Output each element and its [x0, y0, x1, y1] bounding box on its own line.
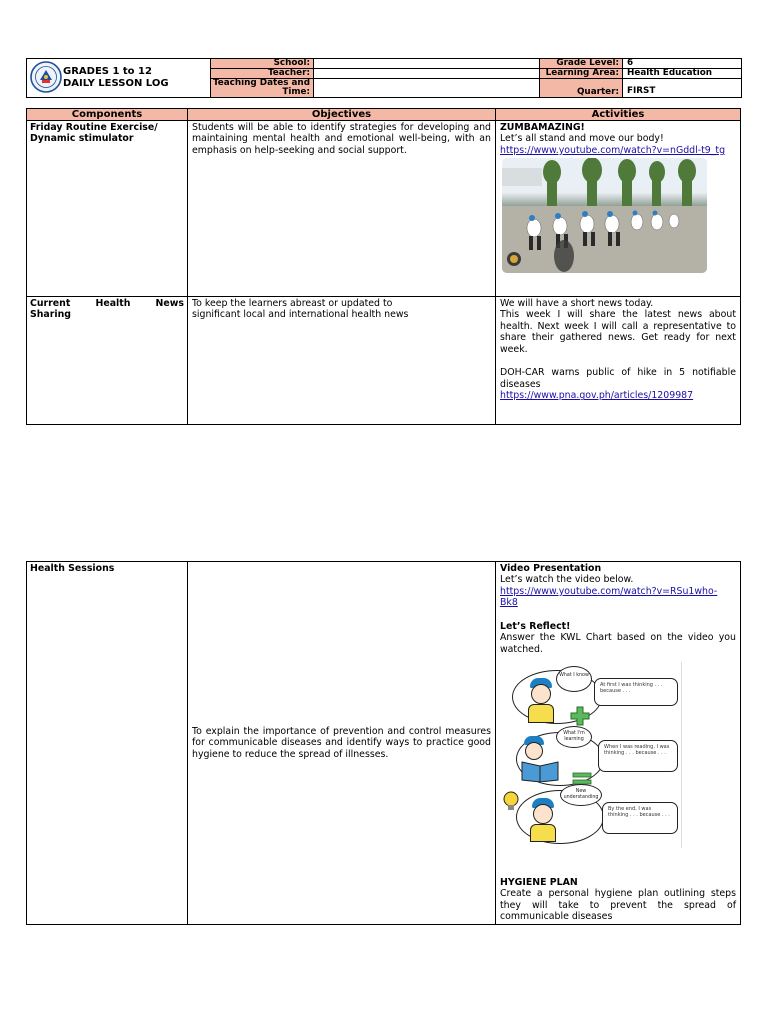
friday-activity-cell	[495, 120, 741, 297]
kwl-chart-illustration	[502, 662, 682, 848]
news-component-line1	[30, 298, 184, 309]
news-activity-p3-wrap	[500, 367, 736, 401]
friday-component-cell	[26, 120, 188, 297]
hygiene-plan-title: HYGIENE PLAN	[500, 877, 578, 888]
health-activity-cell	[495, 561, 741, 925]
friday-component-line2: Dynamic stimulator	[30, 133, 134, 145]
video-link-line1[interactable]: https://www.youtube.com/watch?v=RSu1who-	[500, 585, 718, 597]
kwl-box-understanding	[602, 802, 678, 834]
friday-activity-text: Let’s all stand and move our body!	[500, 133, 664, 145]
page-title-line2: DAILY LESSON LOG	[63, 78, 169, 89]
area-value: Health Education	[622, 68, 742, 79]
video-link-line2[interactable]: Bk8	[500, 597, 518, 609]
news-component-word3: News	[155, 298, 184, 309]
kwl-box-learning-text: When I was reading, I was thinking . . . because . . .	[604, 744, 670, 756]
news-activity-cell	[495, 296, 741, 425]
column-header-components: Components	[26, 108, 188, 121]
area-label: Learning Area:	[539, 68, 623, 79]
friday-activity-title: ZUMBAMAZING!	[500, 122, 585, 133]
quarter-value: FIRST	[627, 86, 656, 97]
kwl-bubble-understanding-text: New understanding	[563, 789, 599, 800]
kwl-boy1-shirt	[528, 704, 554, 723]
kwl-box-learning	[598, 740, 678, 772]
kwl-box-know-text: At first I was thinking . . . because . . .	[600, 682, 663, 694]
plus-icon	[570, 706, 590, 726]
teacher-label: Teacher:	[210, 68, 314, 79]
header-logo-cell	[26, 58, 211, 98]
news-component-word1: Current	[30, 298, 71, 309]
dates-label	[210, 78, 314, 98]
kwl-bubble-know	[556, 666, 592, 692]
news-objective-line1: To keep the learners abreast or updated to	[192, 298, 393, 309]
quarter-label-cell	[539, 78, 623, 98]
hygiene-plan-block	[500, 877, 736, 923]
friday-objective-cell	[187, 120, 496, 297]
quarter-value-cell	[622, 78, 742, 98]
news-activity-p1: We will have a short news today.	[500, 298, 654, 309]
kwl-bubble-learning-text: What I'm learning	[563, 731, 585, 742]
kwl-bubble-understanding	[560, 784, 602, 806]
kwl-bubble-know-text: What I know	[559, 673, 589, 678]
friday-activity-link[interactable]: https://www.youtube.com/watch?v=nGddl-t9_tg	[500, 144, 726, 156]
video-presentation-title: Video Presentation	[500, 563, 602, 574]
zumba-exercise-photo	[502, 158, 707, 273]
dates-value	[313, 78, 540, 98]
kwl-boy3-face	[533, 804, 553, 824]
video-presentation-text: Let’s watch the video below.	[500, 574, 634, 586]
news-objective-cell	[187, 296, 496, 425]
kwl-boy1-face	[531, 684, 551, 704]
kwl-box-know	[594, 678, 678, 706]
grade-value: 6	[622, 58, 742, 69]
hygiene-plan-text: Create a personal hygiene plan outlining steps they will take to prevent the spread of communicable diseases	[500, 888, 736, 923]
news-component-line2: Sharing	[30, 309, 71, 321]
column-header-activities: Activities	[495, 108, 741, 121]
news-activity-link[interactable]: https://www.pna.gov.ph/articles/1209987	[500, 390, 694, 402]
news-activity-p3: DOH-CAR warns public of hike in 5 notifiable diseases	[500, 367, 736, 390]
reflect-title: Let’s Reflect!	[500, 620, 571, 632]
health-objective-text: To explain the importance of prevention and control measures for communicable diseases and identify ways to practice good hygiene to reduce the spread of illnesses.	[192, 726, 491, 760]
school-label: School:	[210, 58, 314, 69]
column-header-objectives: Objectives	[187, 108, 496, 121]
lightbulb-icon	[502, 790, 520, 814]
kwl-bubble-learning	[556, 726, 592, 748]
health-component-cell	[26, 561, 188, 925]
health-objective-cell	[187, 561, 496, 925]
news-activity-p2: This week I will share the latest news about health. Next week I will call a representative to share their gathered news. Get ready for next week.	[500, 309, 736, 355]
health-component-text: Health Sessions	[30, 563, 115, 574]
friday-objective-text: Students will be able to identify strategies for developing and maintaining mental health and emotional well-being, with an emphasis on help-seeking and social support.	[192, 122, 491, 156]
grade-label: Grade Level:	[539, 58, 623, 69]
dates-label-line2: Time:	[282, 87, 310, 98]
friday-component-line1: Friday Routine Exercise/	[30, 122, 158, 133]
deped-seal-icon	[30, 61, 62, 93]
dates-label-line1: Teaching Dates and	[212, 78, 310, 88]
reflect-text: Answer the KWL Chart based on the video you watched.	[500, 632, 736, 655]
news-component-word2: Health	[95, 298, 131, 309]
kwl-boy3-shirt	[530, 824, 556, 842]
page-title-line1: GRADES 1 to 12	[63, 66, 152, 77]
quarter-label: Quarter:	[576, 86, 619, 97]
open-book-icon	[520, 758, 560, 782]
news-component-cell	[26, 296, 188, 425]
news-objective-line2: significant local and international health news	[192, 309, 409, 321]
kwl-box-understanding-text: By the end, I was thinking . . . because . . .	[608, 806, 670, 818]
